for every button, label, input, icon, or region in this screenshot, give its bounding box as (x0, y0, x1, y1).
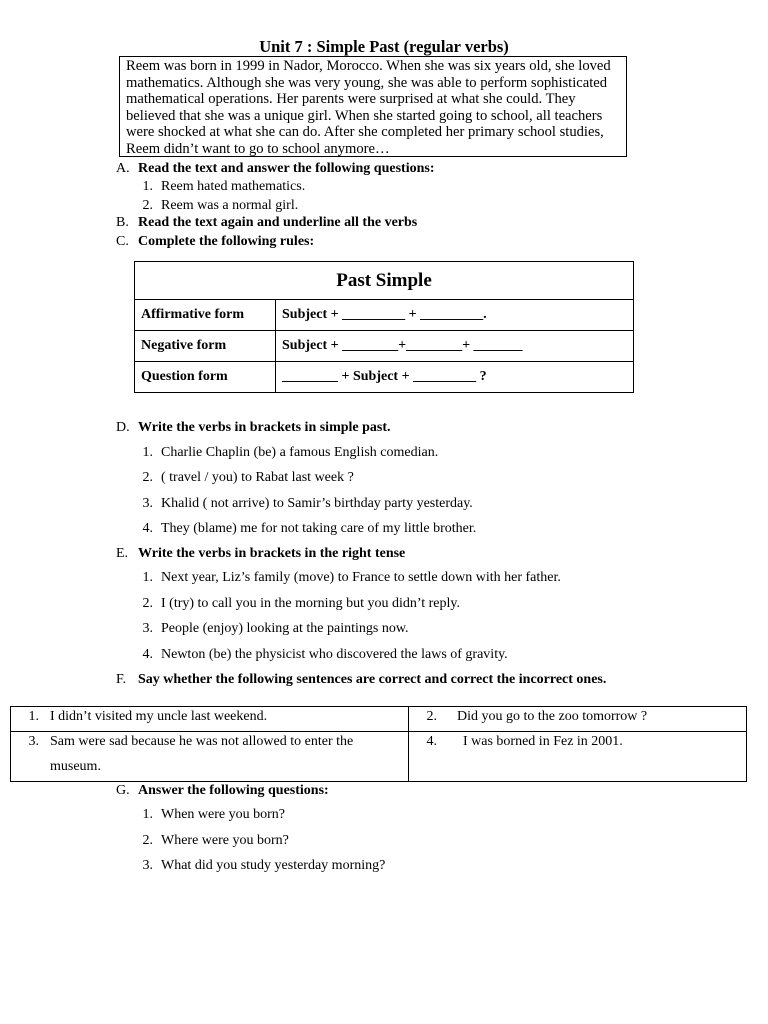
table-row (135, 331, 634, 362)
sentence-number: 1. (28, 709, 39, 724)
section-instruction: Complete the following rules: (138, 234, 315, 249)
item-text: When were you born? (161, 807, 286, 822)
item-text: Reem hated mathematics. (161, 179, 306, 194)
item-text: Charlie Chaplin (be) a famous English comedian. (161, 445, 439, 460)
sentence-text: Sam were sad because he was not allowed to enter the (50, 734, 354, 749)
passage-line: mathematics. Although she was very young, she was able to perform sophisticated (126, 74, 608, 91)
table-row (135, 362, 634, 393)
correct-incorrect-table (10, 706, 747, 782)
sentence-number: 4. (426, 734, 437, 749)
section-instruction: Say whether the following sentences are correct and correct the incorrect ones. (138, 672, 607, 687)
item-number: 2. (142, 596, 153, 611)
table-cell (409, 732, 747, 782)
item-text: People (enjoy) looking at the paintings now. (161, 621, 409, 636)
section-instruction: Answer the following questions: (138, 783, 329, 798)
passage-line: believed that she was a unique girl. When she started going to school, all teachers (126, 107, 603, 124)
table-row (135, 300, 634, 331)
section-instruction: Read the text again and underline all the verbs (138, 215, 418, 230)
sentence-text: Did you go to the zoo tomorrow ? (457, 709, 648, 724)
item-text: Where were you born? (161, 833, 289, 848)
form-label: Affirmative form (135, 300, 276, 331)
table-cell (11, 707, 409, 732)
item-text: They (blame) me for not taking care of my little brother. (161, 521, 477, 536)
section-letter: E. (116, 546, 129, 561)
sentence-number: 3. (28, 734, 39, 749)
section-letter: C. (116, 234, 129, 249)
item-text: Newton (be) the physicist who discovered the laws of gravity. (161, 647, 508, 662)
sentence-text-continued: museum. (50, 759, 101, 774)
section-instruction: Write the verbs in brackets in the right tense (138, 546, 406, 561)
section-instruction: Read the text and answer the following questions: (138, 161, 435, 176)
rule-text: ________ + Subject + _________ ? (276, 362, 634, 393)
item-number: 4. (142, 647, 153, 662)
item-number: 1. (142, 807, 153, 822)
sentence-text: I didn’t visited my uncle last weekend. (50, 709, 268, 724)
item-text: ( travel / you) to Rabat last week ? (161, 470, 354, 485)
section-letter: D. (116, 420, 130, 435)
passage-line: Reem didn’t want to go to school anymore… (126, 140, 390, 157)
page-title: Unit 7 : Simple Past (regular verbs) (259, 37, 509, 56)
item-number: 1. (142, 445, 153, 460)
item-number: 3. (142, 621, 153, 636)
item-number: 3. (142, 496, 153, 511)
section-letter: B. (116, 215, 129, 230)
item-text: I (try) to call you in the morning but you didn’t reply. (161, 596, 461, 611)
item-number: 2. (142, 833, 153, 848)
item-text: Next year, Liz’s family (move) to France to settle down with her father. (161, 570, 561, 585)
item-text: Khalid ( not arrive) to Samir’s birthday party yesterday. (161, 496, 473, 511)
section-letter: A. (116, 161, 130, 176)
passage-line: Reem was born in 1999 in Nador, Morocco. When she was six years old, she loved (126, 58, 611, 74)
item-number: 3. (142, 858, 153, 873)
reading-passage (119, 56, 627, 157)
passage-line: mathematical operations. Her parents were surprised at what she could. They (126, 91, 576, 108)
rule-text: Subject + _________ + _________. (276, 300, 634, 331)
item-text: What did you study yesterday morning? (161, 858, 386, 873)
item-number: 4. (142, 521, 153, 536)
rule-text: Subject + ________+________+ _______ (276, 331, 634, 362)
past-simple-rules-table (134, 261, 634, 393)
table-cell (409, 707, 747, 732)
sentence-number: 2. (426, 709, 437, 724)
table-heading: Past Simple (135, 262, 634, 300)
form-label: Question form (135, 362, 276, 393)
item-number: 1. (142, 570, 153, 585)
item-number: 2. (142, 470, 153, 485)
item-number: 2. (142, 198, 153, 213)
sentence-text: I was borned in Fez in 2001. (463, 734, 623, 749)
item-number: 1. (142, 179, 153, 194)
form-label: Negative form (135, 331, 276, 362)
section-letter: F. (116, 672, 127, 687)
passage-line: were shocked at what she can do. After she completed her primary school studies, (126, 124, 604, 141)
table-cell (11, 732, 409, 782)
item-text: Reem was a normal girl. (161, 198, 299, 213)
section-instruction: Write the verbs in brackets in simple past. (138, 420, 391, 435)
section-letter: G. (116, 783, 130, 798)
